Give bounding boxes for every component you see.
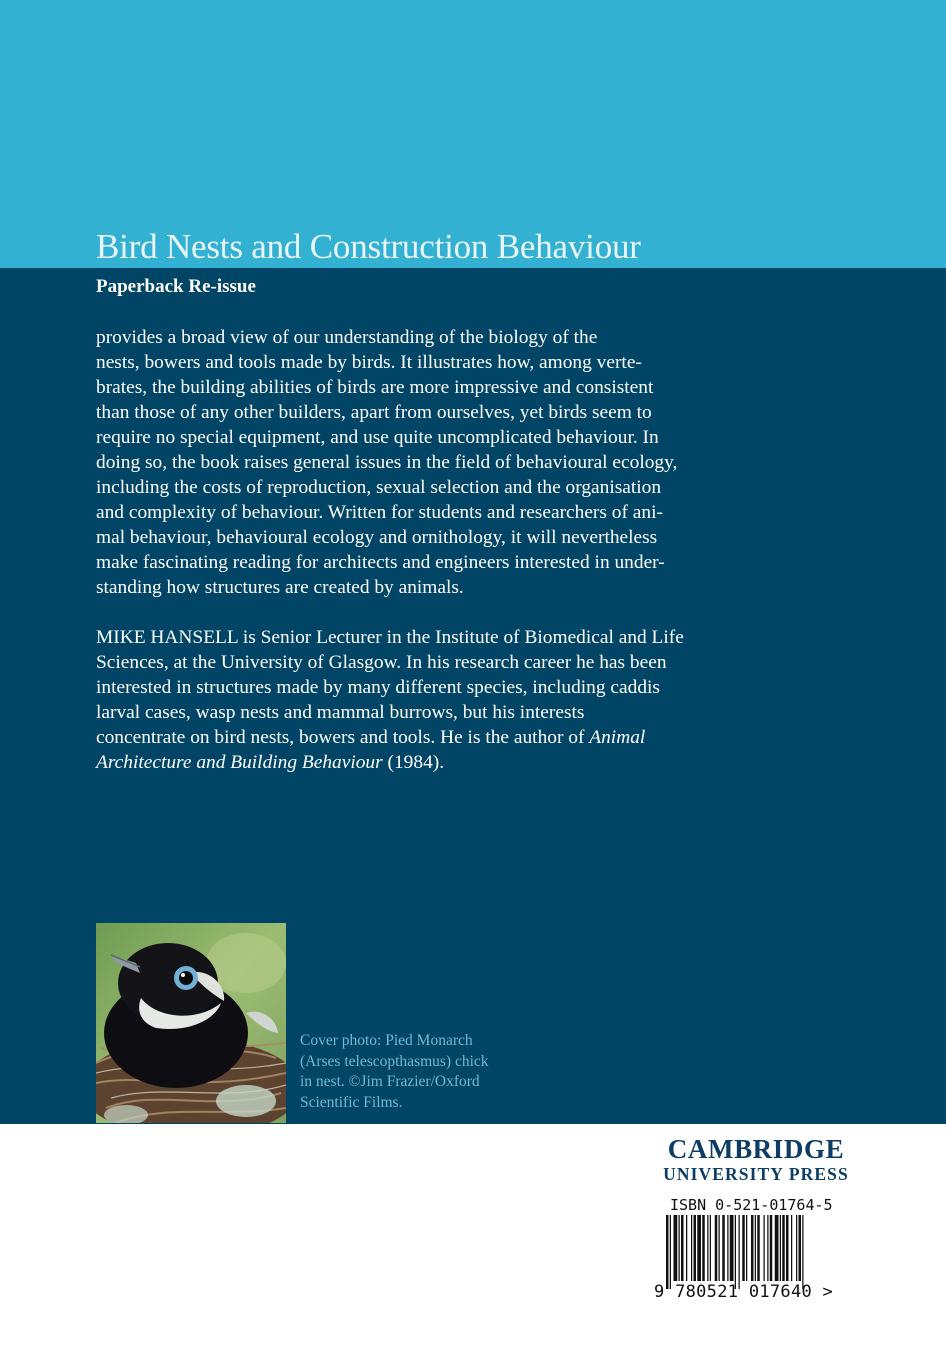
barcode-bar — [802, 1215, 803, 1289]
barcode-bar — [780, 1215, 781, 1281]
barcode-bar — [782, 1215, 785, 1281]
cover-photo-caption — [300, 1031, 560, 1113]
description-line: and complexity of behaviour. Written for students and researchers of ani- — [96, 502, 663, 523]
barcode-bar — [796, 1215, 797, 1281]
bio-line-text: (1984). — [382, 752, 445, 773]
isbn-label: ISBN 0-521-01764-5 — [670, 1196, 833, 1214]
barcode-bar — [735, 1215, 736, 1289]
barcode-digits: 9 780521 017640 > — [654, 1282, 834, 1302]
barcode-bar — [722, 1215, 725, 1281]
bio-line: Sciences, at the University of Glasgow. In his research career he has been — [96, 652, 667, 673]
bird-in-nest-photo — [96, 923, 286, 1123]
book-description — [96, 325, 726, 600]
bio-line: MIKE HANSELL is Senior Lecturer in the Institute of Biomedical and Life — [96, 627, 684, 648]
barcode-bar — [694, 1215, 697, 1281]
barcode-bar — [719, 1215, 720, 1281]
book-reference-title: Architecture and Building Behaviour — [96, 752, 383, 773]
publisher-subname: UNIVERSITY PRESS — [663, 1164, 849, 1184]
barcode-bar — [791, 1215, 792, 1281]
barcode-bar — [710, 1215, 711, 1281]
barcode-bar — [799, 1215, 802, 1281]
barcode-bar — [786, 1215, 789, 1281]
barcode-bar — [767, 1215, 768, 1281]
barcode-bar — [679, 1215, 680, 1281]
publisher-name: CAMBRIDGE — [667, 1134, 845, 1164]
barcode-bar — [739, 1215, 740, 1289]
description-line: make fascinating reading for architects and engineers interested in under- — [96, 552, 665, 573]
barcode-bar — [746, 1215, 747, 1281]
description-line: nests, bowers and tools made by birds. It illustrates how, among verte- — [96, 352, 642, 373]
barcode-bar — [681, 1215, 684, 1281]
author-bio — [96, 625, 726, 775]
barcode-bar — [707, 1215, 708, 1281]
bio-line — [96, 750, 726, 775]
barcode-bar — [697, 1215, 701, 1281]
description-line: including the costs of reproduction, sexual selection and the organisation — [96, 477, 662, 498]
barcode-bar — [742, 1215, 745, 1281]
description-line: require no special equipment, and use quite uncomplicated behaviour. In — [96, 427, 659, 448]
barcode-bar — [757, 1215, 760, 1281]
book-title: Bird Nests and Construction Behaviour — [96, 227, 641, 266]
barcode-bar — [691, 1215, 692, 1281]
barcode-bar — [770, 1215, 773, 1281]
barcode-bar — [751, 1215, 754, 1281]
barcode-bar — [727, 1215, 728, 1281]
barcode-bar — [666, 1215, 669, 1289]
description-line: provides a broad view of our understanding of the biology of the — [96, 327, 598, 348]
barcode-bar — [702, 1215, 705, 1281]
caption-line: (Arses telescopthasmus) chick — [300, 1052, 489, 1070]
edition-subtitle: Paperback Re-issue — [96, 276, 256, 297]
barcode-bar — [764, 1215, 765, 1281]
caption-line: Cover photo: Pied Monarch — [300, 1032, 473, 1049]
description-line: doing so, the book raises general issues in the field of behavioural ecology, — [96, 452, 678, 473]
barcode-bar — [775, 1215, 779, 1281]
barcode-bar — [715, 1215, 718, 1281]
description-line: than those of any other builders, apart from ourselves, yet birds seem to — [96, 402, 652, 423]
bio-line: interested in structures made by many different species, including caddis — [96, 677, 660, 698]
description-line: mal behaviour, behavioural ecology and ornithology, it will nevertheless — [96, 527, 658, 548]
description-line: standing how structures are created by animals. — [96, 577, 464, 598]
barcode-bar — [755, 1215, 756, 1281]
book-reference-title: Animal — [589, 727, 646, 748]
barcode-bar — [730, 1215, 734, 1281]
publisher-logo — [656, 1134, 856, 1184]
bio-line: larval cases, wasp nests and mammal burrows, but his interests — [96, 702, 585, 723]
barcode-bar — [670, 1215, 671, 1289]
caption-line: Scientific Films. — [300, 1093, 403, 1111]
barcode-bar — [686, 1215, 687, 1281]
caption-line: in nest. ©Jim Frazier/Oxford — [300, 1073, 480, 1090]
bio-line-text: concentrate on bird nests, bowers and tools. He is the author of — [96, 727, 590, 748]
photo-illustration — [96, 923, 286, 1123]
bio-line — [96, 725, 726, 750]
barcode-bar — [674, 1215, 678, 1281]
description-line: brates, the building abilities of birds are more impressive and consistent — [96, 377, 654, 398]
